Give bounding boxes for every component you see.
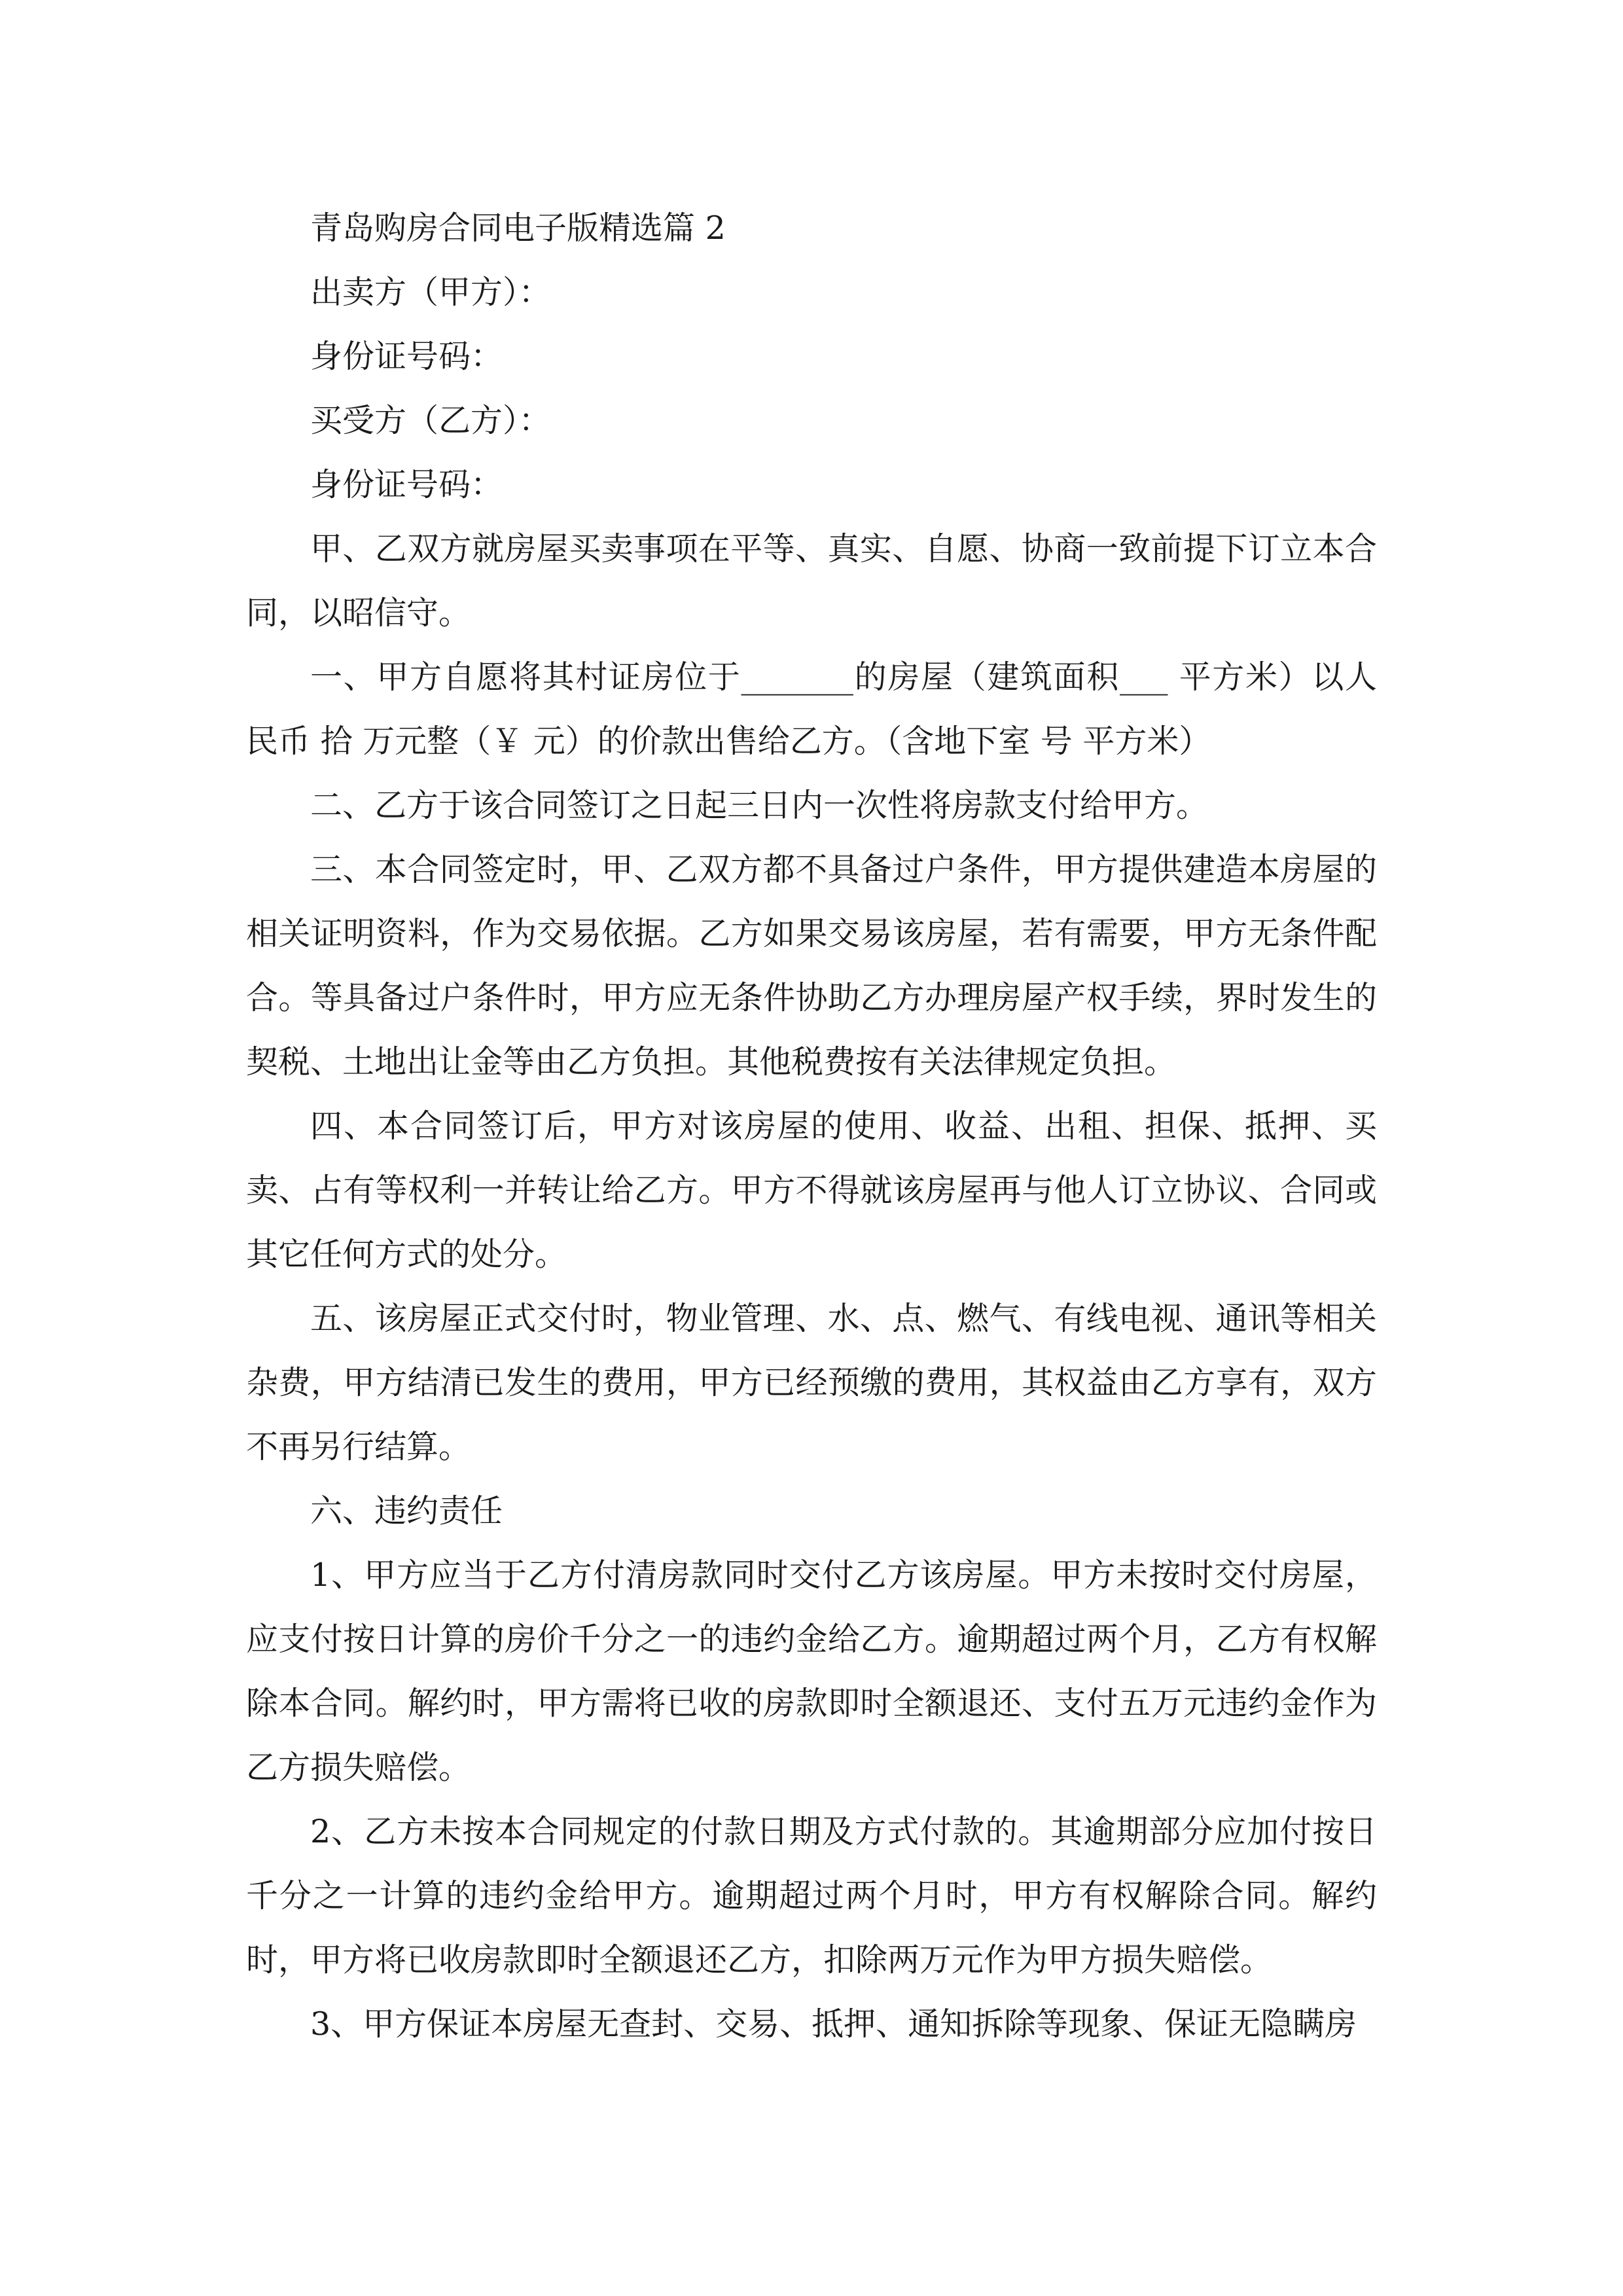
- paragraph-liability-1: 1、甲方应当于乙方付清房款同时交付乙方该房屋。甲方未按时交付房屋，应支付按日计算的房价千分之一的违约金给乙方。逾期超过两个月，乙方有权解除本合同。解约时，甲方需将已收的房款即时全额退还、支付五万元违约金作为乙方损失赔偿。: [246, 1556, 1377, 1786]
- seller-id-label: 身份证号码：: [310, 338, 503, 375]
- seller-label: 出卖方（甲方）：: [310, 274, 551, 311]
- paragraph-clause-1: 一、甲方自愿将其村证房位于_______的房屋（建筑面积___ 平方米）以人民币 拾 万元整（￥ 元）的价款出售给乙方。（含地下室 号 平方米）: [246, 658, 1377, 760]
- paragraph-clause-3: 三、本合同签定时，甲、乙双方都不具备过户条件，甲方提供建造本房屋的相关证明资料，作为交易依据。乙方如果交易该房屋，若有需要，甲方无条件配合。等具备过户条件时，甲方应无条件协助乙方办理房屋产权手续，界时发生的契税、土地出让金等由乙方负担。其他税费按有关法律规定负担。: [246, 851, 1377, 1081]
- paragraph-preamble: 甲、乙双方就房屋买卖事项在平等、真实、自愿、协商一致前提下订立本合同，以昭信守。: [246, 530, 1377, 632]
- document-page: [246, 196, 1377, 2056]
- document-title: 青岛购房合同电子版精选篇 2: [310, 209, 726, 247]
- paragraph-clause-5: 五、该房屋正式交付时，物业管理、水、点、燃气、有线电视、通讯等相关杂费，甲方结清已发生的费用，甲方已经预缴的费用，其权益由乙方享有，双方不再另行结算。: [246, 1300, 1377, 1465]
- buyer-id-label: 身份证号码：: [310, 466, 503, 503]
- paragraph-clause-2: 二、乙方于该合同签订之日起三日内一次性将房款支付给甲方。: [310, 787, 1209, 824]
- paragraph-liability-3: 3、甲方保证本房屋无查封、交易、抵押、通知拆除等现象、保证无隐瞒房: [310, 2005, 1357, 2043]
- section-heading-liability: 六、违约责任: [310, 1492, 503, 1530]
- paragraph-liability-2: 2、乙方未按本合同规定的付款日期及方式付款的。其逾期部分应加付按日千分之一计算的违约金给甲方。逾期超过两个月时，甲方有权解除合同。解约时，甲方将已收房款即时全额退还乙方，扣除两万元作为甲方损失赔偿。: [246, 1813, 1377, 1979]
- paragraph-clause-4: 四、本合同签订后，甲方对该房屋的使用、收益、出租、担保、抵押、买卖、占有等权利一并转让给乙方。甲方不得就该房屋再与他人订立协议、合同或其它任何方式的处分。: [246, 1107, 1377, 1273]
- buyer-label: 买受方（乙方）：: [310, 402, 551, 439]
